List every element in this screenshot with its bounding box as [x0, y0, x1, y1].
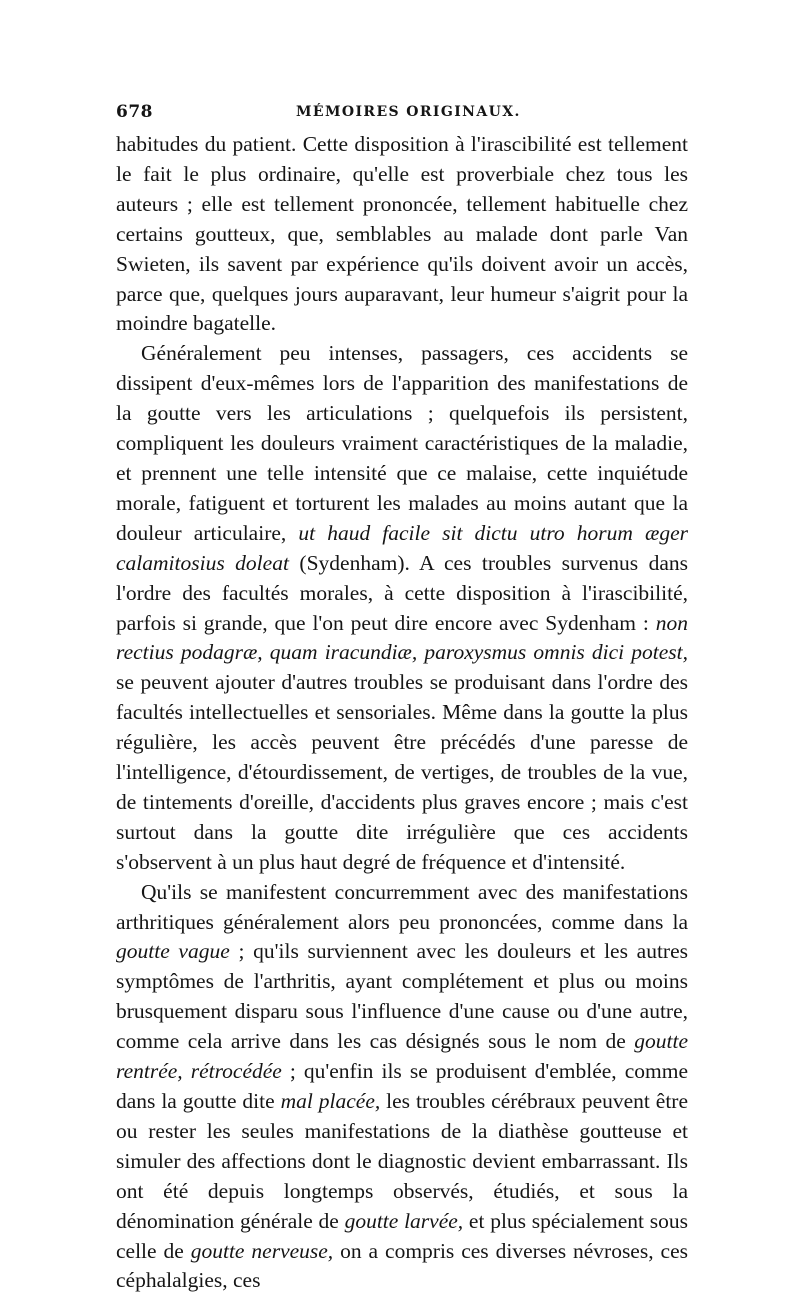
page-header — [116, 90, 688, 130]
text-segment: ; qu'ils surviennent avec les douleurs et les autres symptômes de l'arthritis, ayant complétement et plus ou moins brusquement disparu sous l'influence d'une cause ou d'une autre, comme cela arrive dans les cas désignés sous le nom de — [116, 939, 688, 1054]
italic-term: goutte rentrée, rétrocédée — [116, 1029, 688, 1084]
italic-term: mal placée, — [280, 1089, 381, 1113]
paragraph-1 — [116, 130, 688, 339]
italic-term: goutte larvée, — [344, 1208, 464, 1233]
text-segment: et plus spécialement sous celle de — [116, 1208, 688, 1263]
text-segment: on a compris ces diverses névroses, ces céphalalgies, ces — [116, 1238, 688, 1293]
page-number: 678 — [116, 102, 153, 122]
italic-term: goutte vague — [116, 939, 230, 964]
text-segment: se peuvent ajouter d'autres troubles se produisant dans l'ordre des facultés intellectuelles et sensoriales. Même dans la goutte la plus régulière, les accès peuvent être précédés d'une paresse de l'intelligence, d'étourdissement, de vertiges, de troubles de la vue, de tintements d'oreille, d'accidents plus graves encore ; mais c'est surtout dans la goutte dite irrégulière que ces accidents s'observent à un plus haut degré de fréquence et d'intensité. — [116, 670, 688, 874]
paragraph-2 — [116, 339, 688, 877]
text-segment: (Sydenham). A ces troubles survenus dans l'ordre des facultés morales, à cette disposition à l'irascibilité, parfois si grande, que l'on peut dire encore avec Sydenham : — [116, 550, 688, 635]
text-segment: habitudes du patient. Cette disposition à l'irascibilité est tellement le fait le plus ordinaire, qu'elle est proverbiale chez tous les auteurs ; elle est tellement prononcée, tellement habituelle chez certains goutteux, que, semblables au malade dont parle Van Swieten, ils savent par expérience qu'ils doivent avoir un accès, parce que, quelques jours auparavant, leur humeur s'aigrit pour la moindre bagatelle. — [116, 132, 688, 336]
paragraph-3 — [116, 878, 688, 1296]
text-segment: Généralement peu intenses, passagers, ces accidents se dissipent d'eux-mêmes lors de l'apparition des manifestations de la goutte vers les articulations ; quelquefois ils persistent, compliquent les douleurs vraiment caractéristiques de la maladie, et prennent une telle intensité que ce malaise, cette inquiétude morale, fatiguent et torturent les malades au moins autant que la douleur articulaire, — [116, 341, 688, 545]
text-segment: les troubles cérébraux peuvent être ou rester les seules manifestations de la diathèse goutteuse et simuler des affections dont le diagnostic devient embarrassant. Ils ont été depuis longtemps observés, étudiés, et sous la dénomination générale de — [116, 1089, 689, 1233]
text-segment: Qu'ils se manifestent concurremment avec des manifestations arthritiques généralement alors peu prononcées, comme dans la — [116, 879, 688, 934]
latin-quote: ut haud facile sit dictu utro horum æger calamitosius doleat — [116, 520, 688, 575]
latin-quote: non rectius podagræ, quam iracundiæ, paroxysmus omnis dici potest, — [116, 610, 688, 665]
body-text — [116, 130, 688, 1296]
running-title: MÉMOIRES ORIGINAUX. — [296, 104, 521, 120]
text-segment: ; qu'enfin ils se produisent d'emblée, comme dans la goutte dite — [116, 1059, 688, 1113]
italic-term: goutte nerveuse, — [190, 1238, 334, 1263]
